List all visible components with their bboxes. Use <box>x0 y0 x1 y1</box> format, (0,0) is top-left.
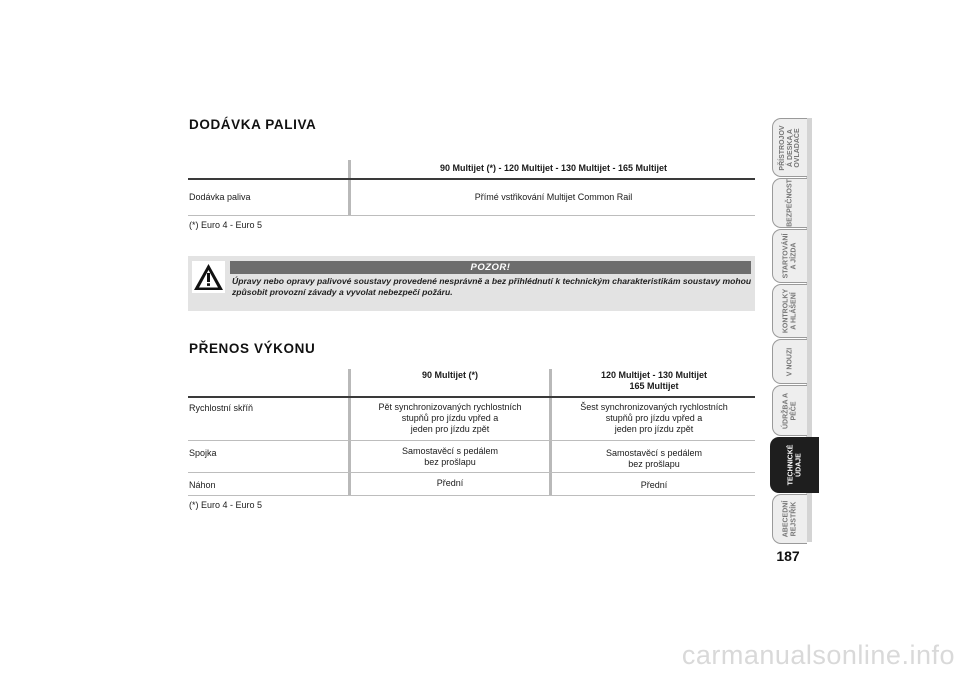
tab-startovani[interactable] <box>772 229 807 283</box>
warning-heading: POZOR! <box>230 261 751 274</box>
tab-label: ABECEDNÍ REJSTŘÍK <box>782 500 797 538</box>
warning-triangle-icon <box>192 261 225 293</box>
fuel-table-divider <box>348 160 351 216</box>
transmission-col1-header: 90 Multijet (*) <box>421 370 478 380</box>
transmission-row-col2: Přední <box>640 480 668 490</box>
tab-label: V NOUZI <box>786 347 794 376</box>
tab-bezpecnost[interactable] <box>772 178 807 228</box>
tab-technicke-udaje[interactable] <box>770 437 819 493</box>
tab-udrzba[interactable] <box>772 385 807 436</box>
tab-label: ÚDRŽBA A PÉČE <box>782 392 797 429</box>
transmission-row-rule <box>188 472 755 473</box>
fuel-bottom-rule <box>188 215 755 216</box>
transmission-col2-header: 120 Multijet - 130 Multijet 165 Multijet <box>600 370 708 391</box>
transmission-row-label: Spojka <box>189 448 217 458</box>
transmission-section-title: PŘENOS VÝKONU <box>189 341 316 356</box>
transmission-row-col2: Šest synchronizovaných rychlostních stupňů pro jízdu vpřed a jeden pro jízdu zpět <box>580 402 728 434</box>
fuel-row-value: Přímé vstřikování Multijet Common Rail <box>474 192 633 202</box>
tab-kontrolky[interactable] <box>772 284 807 338</box>
transmission-header-rule <box>188 396 755 398</box>
watermark: carmanualsonline.info <box>681 640 955 670</box>
fuel-table-header: 90 Multijet (*) - 120 Multijet - 130 Multijet - 165 Multijet <box>439 163 668 173</box>
page-number: 187 <box>776 548 800 564</box>
tab-pristrojova-deska[interactable] <box>772 118 807 177</box>
fuel-section-title: DODÁVKA PALIVA <box>189 117 317 132</box>
tab-label: STARTOVÁNÍ A JÍZDA <box>782 233 797 279</box>
transmission-row-rule <box>188 440 755 441</box>
tab-label: TECHNICKÉ ÚDAJE <box>787 444 802 486</box>
warning-text: Úpravy nebo opravy palivové soustavy provedené nesprávně a bez přihlédnutí k technickým charakteristikám soustavy mohou způsobit provozní závady a vyvolat nebezpečí požáru. <box>232 276 752 297</box>
transmission-row-col1: Přední <box>436 478 464 488</box>
transmission-bottom-rule <box>188 495 755 496</box>
tab-label: BEZPEČNOST <box>786 179 794 227</box>
transmission-divider-1 <box>348 369 351 495</box>
transmission-row-label: Náhon <box>189 480 216 490</box>
fuel-header-rule <box>188 178 755 180</box>
transmission-row-col1: Samostavěcí s pedálem bez prošlapu <box>401 446 499 467</box>
tab-label: PŘÍSTROJOV Á DESKA A OVLADAČE <box>778 124 801 171</box>
transmission-divider-2 <box>549 369 552 495</box>
tab-v-nouzi[interactable] <box>772 339 807 384</box>
tab-label: KONTROLKY A HLÁŠENÍ <box>782 288 797 334</box>
warning-box <box>188 256 755 311</box>
tab-abecedni-rejstrik[interactable] <box>772 494 807 544</box>
fuel-row-label: Dodávka paliva <box>189 192 251 202</box>
transmission-row-col1: Pět synchronizovaných rychlostních stupňů pro jízdu vpřed a jeden pro jízdu zpět <box>378 402 522 434</box>
transmission-row-col2: Samostavěcí s pedálem bez prošlapu <box>605 448 703 469</box>
transmission-row-label: Rychlostní skříň <box>189 403 254 413</box>
transmission-footnote: (*) Euro 4 - Euro 5 <box>189 500 263 510</box>
fuel-footnote: (*) Euro 4 - Euro 5 <box>189 220 263 230</box>
